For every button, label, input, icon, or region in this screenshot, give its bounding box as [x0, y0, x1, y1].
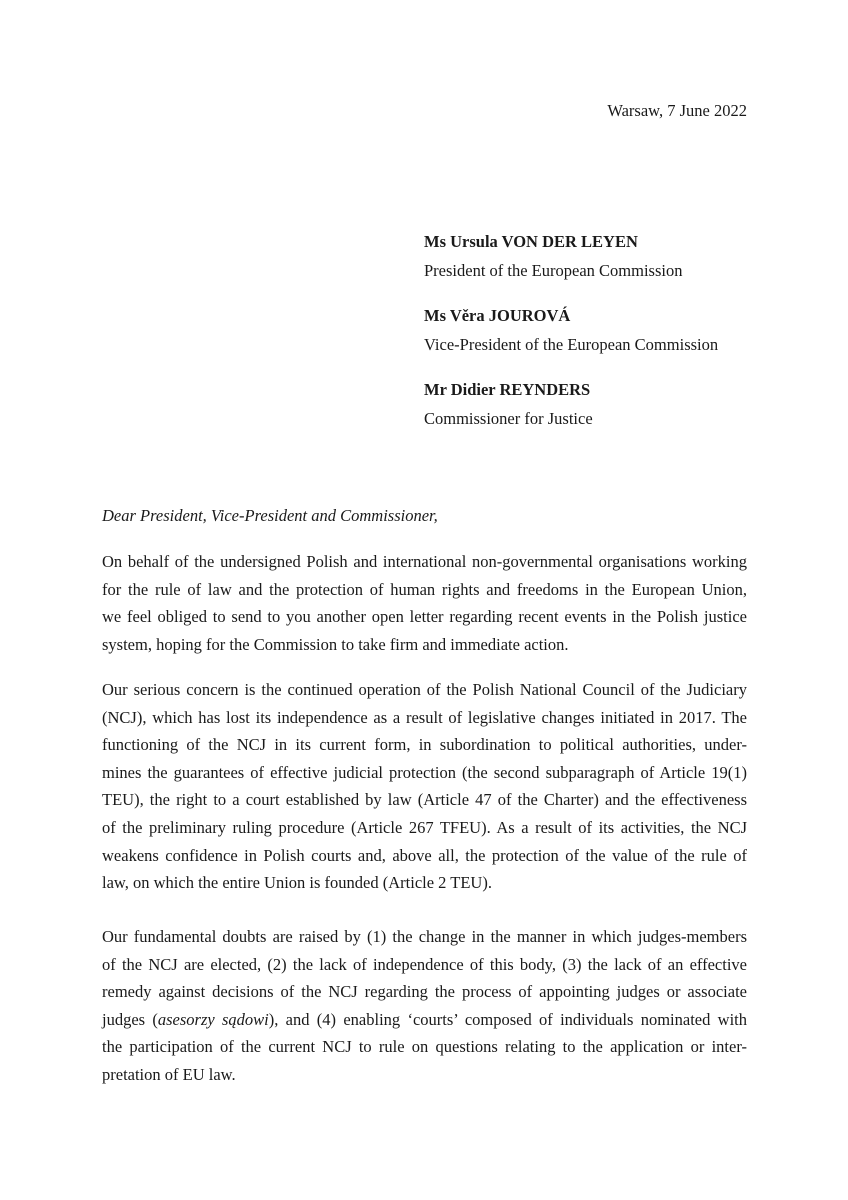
paragraph-line: (NCJ), which has lost its independence as a result of legislative changes initiated in 2017. The: [102, 707, 747, 727]
paragraph-line: remedy against decisions of the NCJ regarding the process of appointing judges or associate: [102, 982, 747, 1002]
letter-date: Warsaw, 7 June 2022: [607, 101, 747, 120]
recipient-title: President of the European Commission: [424, 261, 683, 280]
paragraph-line: mines the guarantees of effective judicial protection (the second subparagraph of Article 19(1): [102, 762, 747, 782]
paragraph-line: functioning of the NCJ in its current form, in subordination to political authorities, under-: [102, 735, 747, 755]
paragraph-line: weakens confidence in Polish courts and, above all, the protection of the value of the rule of: [102, 845, 747, 865]
paragraph-line: of the preliminary ruling procedure (Article 267 TFEU). As a result of its activities, the NCJ: [102, 818, 747, 837]
recipient-title: Commissioner for Justice: [424, 409, 593, 428]
paragraph-line: On behalf of the undersigned Polish and international non-governmental organisations working: [102, 552, 747, 571]
paragraph-line: Our fundamental doubts are raised by (1) the change in the manner in which judges-members: [102, 927, 747, 946]
recipient-name: Ms Ursula VON DER LEYEN: [424, 232, 638, 251]
recipient-name: Mr Didier REYNDERS: [424, 380, 591, 399]
paragraph-line: law, on which the entire Union is founded (Article 2 TEU).: [102, 873, 492, 893]
text-segment: judges (: [102, 1009, 158, 1029]
paragraph-line: for the rule of law and the protection of human rights and freedoms in the European Union,: [102, 579, 747, 599]
paragraph-line: of the NCJ are elected, (2) the lack of independence of this body, (3) the lack of an effective: [102, 954, 747, 974]
paragraph-line: pretation of EU law.: [102, 1065, 236, 1084]
recipient-title: Vice-President of the European Commission: [424, 335, 719, 354]
paragraph-line: Our serious concern is the continued operation of the Polish National Council of the Judiciary: [102, 680, 747, 699]
paragraph-line: [102, 1010, 747, 1030]
paragraph-line: the participation of the current NCJ to rule on questions relating to the application or inter-: [102, 1037, 747, 1057]
salutation: Dear President, Vice-President and Commissioner,: [102, 506, 438, 525]
text-segment: ), and (4) enabling ‘courts’ composed of individuals nominated with: [268, 1009, 747, 1029]
recipient-name: Ms Věra JOUROVÁ: [424, 306, 571, 325]
paragraph-line: TEU), the right to a court established by law (Article 47 of the Charter) and the effectiveness: [102, 790, 747, 810]
italic-term: asesorzy sądowi: [157, 1009, 269, 1029]
paragraph-line: system, hoping for the Commission to take firm and immediate action.: [102, 634, 569, 654]
paragraph-line: we feel obliged to send to you another open letter regarding recent events in the Polish justice: [102, 607, 747, 627]
